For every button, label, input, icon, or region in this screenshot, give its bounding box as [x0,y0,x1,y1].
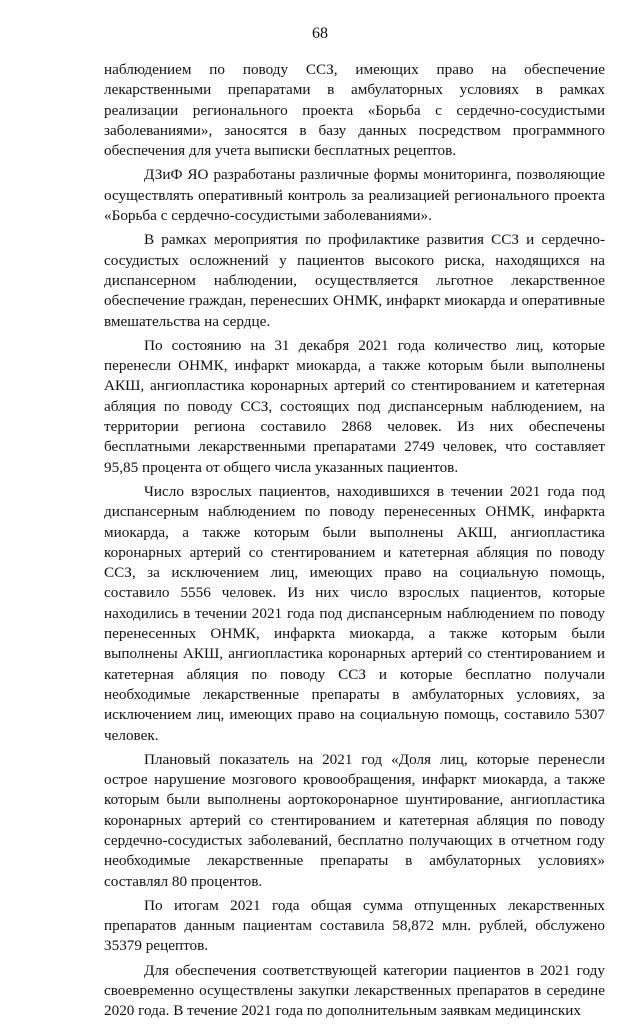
paragraph-1: наблюдением по поводу ССЗ, имеющих право на обеспечение лекарственными препаратами в амбулаторных условиях в рамках реализации регионального проекта «Борьба с сердечно-сосудистыми заболеваниями», заносятся в базу данных посредством программного обеспечения для учета выписки бесплатных рецептов. [104,61,605,160]
paragraph-7: По итогам 2021 года общая сумма отпущенных лекарственных препаратов данным пациентам составила 58,872 млн. рублей, обслужено 35379 рецептов. [104,896,605,955]
paragraph-4: По состоянию на 31 декабря 2021 года количество лиц, которые перенесли ОНМК, инфаркт миокарда, а также которым были выполнены АКШ, ангиопластика коронарных артерий со стентированием и катетерная абляция по поводу ССЗ, состоящих под диспансерным наблюдением, на территории региона составило 2868 человек. Из них обеспечены бесплатными лекарственными препаратами 2749 человек, что составляет 95,85 процента от общего числа указанных пациентов. [104,336,605,476]
paragraph-2: ДЗиФ ЯО разработаны различные формы мониторинга, позволяющие осуществлять оперативный контроль за реализацией регионального проекта «Борьба с сердечно-сосудистыми заболеваниями». [104,166,605,225]
paragraph-6: Плановый показатель на 2021 год «Доля лиц, которые перенесли острое нарушение мозгового кровообращения, инфаркт миокарда, а также которым были выполнены аортокоронарное шунтирование, ангиопластика коронарных артерий со стентированием и катетерная абляция по поводу сердечно-сосудистых заболеваний, бесплатно получающих в отчетном году необходимые лекарственные препараты в амбулаторных условиях» составлял 80 процентов. [104,750,605,890]
paragraph-8: Для обеспечения соответствующей категории пациентов в 2021 году своевременно осуществлены закупки лекарственных препаратов в середине 2020 года. В течение 2021 года по дополнительным заявкам медицинских [104,961,605,1020]
document-body [104,60,605,1026]
page-number: 68 [312,25,328,42]
paragraph-3: В рамках мероприятия по профилактике развития ССЗ и сердечно-сосудистых осложнений у пациентов высокого риска, находящихся на диспансерном наблюдении, осуществляется льготное лекарственное обеспечение граждан, перенесших ОНМК, инфаркт миокарда и оперативные вмешательства на сердце. [104,231,605,330]
paragraph-5: Число взрослых пациентов, находившихся в течении 2021 года под диспансерным наблюдением по поводу перенесенных ОНМК, инфаркта миокарда, а также которым были выполнены АКШ, ангиопластика коронарных артерий со стентированием и катетерная абляция по поводу ССЗ, за исключением лиц, имеющих право на социальную помощь, составило 5556 человек. Из них число взрослых пациентов, которые находились в течении 2021 года под диспансерным наблюдением по поводу перенесенных ОНМК, инфаркта миокарда, а также которым были выполнены АКШ, ангиопластика коронарных артерий со стентированием и катетерная абляция по поводу ССЗ и которые бесплатно получали необходимые лекарственные препараты в амбулаторных условиях, за исключением лиц, имеющих право на социальную помощь, составило 5307 человек. [104,482,605,744]
